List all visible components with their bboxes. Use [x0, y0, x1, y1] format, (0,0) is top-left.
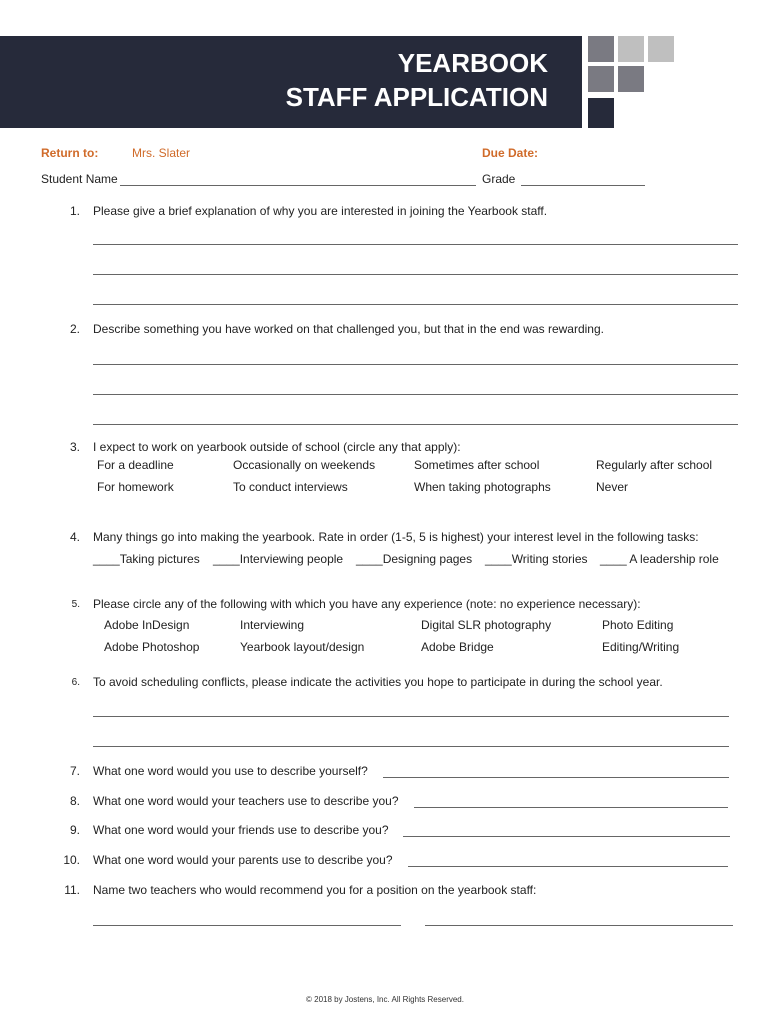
q6-number: 6.	[71, 677, 80, 688]
q3-option[interactable]: Occasionally on weekends	[233, 458, 376, 472]
q4-task[interactable]: ____ A leadership role	[600, 552, 719, 566]
q11-teacher-1-line[interactable]	[93, 925, 401, 926]
q3-option[interactable]: For homework	[97, 480, 174, 494]
q3-option[interactable]: For a deadline	[97, 458, 174, 472]
q8-text: What one word would your teachers use to describe you?	[93, 794, 399, 808]
decor-square	[648, 36, 674, 62]
q1-text: Please give a brief explanation of why you are interested in joining the Yearbook staff.	[93, 204, 548, 218]
q10-number: 10.	[63, 853, 80, 867]
student-name-label: Student Name	[41, 172, 118, 186]
q1-answer-line[interactable]	[93, 244, 738, 245]
q3-number: 3.	[69, 440, 80, 454]
return-to-value: Mrs. Slater	[132, 146, 191, 160]
title-line-1: YEARBOOK	[397, 48, 548, 78]
q7-number: 7.	[69, 764, 80, 778]
decor-square	[588, 98, 614, 128]
due-date-label: Due Date:	[482, 146, 539, 160]
q3-text: I expect to work on yearbook outside of school (circle any that apply):	[93, 440, 461, 454]
q4-task[interactable]: ____Taking pictures	[93, 552, 200, 566]
decor-square	[618, 36, 644, 62]
q7-text: What one word would you use to describe yourself?	[93, 764, 368, 778]
q6-text: To avoid scheduling conflicts, please indicate the activities you hope to participate in during the school year.	[93, 675, 663, 689]
decor-square	[618, 66, 644, 92]
q7-answer-line[interactable]	[383, 777, 729, 778]
q10-text: What one word would your parents use to describe you?	[93, 853, 393, 867]
q6-answer-line[interactable]	[93, 746, 729, 747]
q2-answer-line[interactable]	[93, 364, 738, 365]
q5-option[interactable]: Yearbook layout/design	[240, 640, 365, 654]
q5-option[interactable]: Adobe Bridge	[421, 640, 494, 654]
q2-answer-line[interactable]	[93, 394, 738, 395]
q11-text: Name two teachers who would recommend you for a position on the yearbook staff:	[93, 883, 537, 897]
q5-option[interactable]: Interviewing	[240, 618, 305, 632]
copyright-footer: © 2018 by Jostens, Inc. All Rights Reserved.	[306, 995, 464, 1004]
q8-number: 8.	[69, 794, 80, 808]
q1-answer-line[interactable]	[93, 304, 738, 305]
decor-square	[588, 66, 614, 92]
q8-answer-line[interactable]	[414, 807, 728, 808]
q4-task[interactable]: ____Designing pages	[356, 552, 473, 566]
q5-option[interactable]: Photo Editing	[602, 618, 674, 632]
q5-option[interactable]: Adobe InDesign	[104, 618, 190, 632]
q2-text: Describe something you have worked on that challenged you, but that in the end was rewarding.	[93, 322, 604, 336]
q3-option[interactable]: Sometimes after school	[414, 458, 540, 472]
title-line-2: STAFF APPLICATION	[285, 82, 548, 112]
q3-option[interactable]: To conduct interviews	[233, 480, 348, 494]
student-name-field[interactable]	[120, 185, 476, 186]
grade-field[interactable]	[521, 185, 645, 186]
q4-number: 4.	[69, 530, 80, 544]
q2-number: 2.	[69, 322, 80, 336]
q4-text: Many things go into making the yearbook. Rate in order (1-5, 5 is highest) your interest level in the following tasks:	[93, 530, 699, 544]
q11-number: 11.	[64, 883, 80, 897]
q5-option[interactable]: Adobe Photoshop	[104, 640, 200, 654]
q9-answer-line[interactable]	[403, 836, 730, 837]
q3-option[interactable]: Regularly after school	[596, 458, 713, 472]
q5-option[interactable]: Editing/Writing	[602, 640, 680, 654]
q5-option[interactable]: Digital SLR photography	[421, 618, 552, 632]
q4-task[interactable]: ____Writing stories	[485, 552, 588, 566]
q4-task[interactable]: ____Interviewing people	[213, 552, 344, 566]
return-to-label: Return to:	[41, 146, 99, 160]
q11-teacher-2-line[interactable]	[425, 925, 733, 926]
q10-answer-line[interactable]	[408, 866, 728, 867]
q5-text: Please circle any of the following with which you have any experience (note: no experience necessary):	[93, 597, 641, 611]
decor-square	[588, 36, 614, 62]
q2-answer-line[interactable]	[93, 424, 738, 425]
header-banner	[0, 36, 582, 128]
grade-label: Grade	[482, 172, 516, 186]
q3-option[interactable]: When taking photographs	[414, 480, 551, 494]
q9-number: 9.	[69, 823, 80, 837]
q1-number: 1.	[69, 204, 80, 218]
q6-answer-line[interactable]	[93, 716, 729, 717]
q1-answer-line[interactable]	[93, 274, 738, 275]
q3-option[interactable]: Never	[596, 480, 629, 494]
q9-text: What one word would your friends use to describe you?	[93, 823, 389, 837]
q5-number: 5.	[71, 599, 80, 610]
